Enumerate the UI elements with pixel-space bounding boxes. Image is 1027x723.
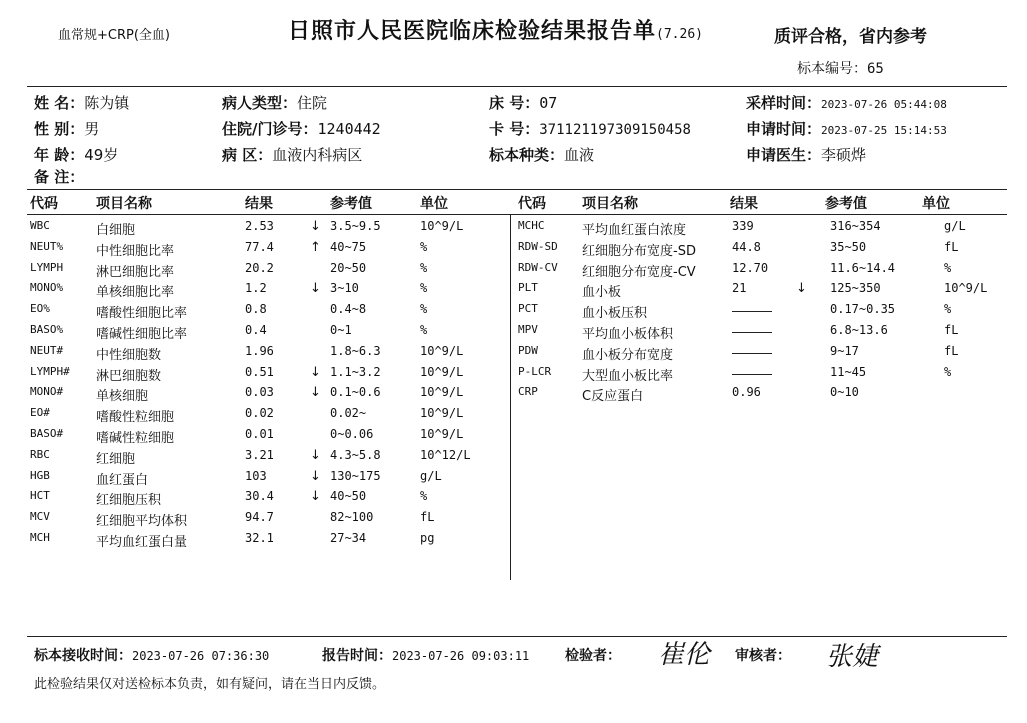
left-row-flag: ↓ bbox=[310, 281, 321, 297]
ward bbox=[222, 144, 362, 165]
bed-number-label: 床 号： bbox=[489, 94, 540, 112]
right-row-result: 0.96 bbox=[732, 385, 761, 400]
left-row-name: 嗜酸性粒细胞 bbox=[96, 410, 175, 426]
request-doctor-label: 申请医生： bbox=[746, 146, 822, 164]
specimen-type-label: 标本种类： bbox=[489, 146, 565, 164]
right-row-ref: 11~45 bbox=[830, 364, 867, 379]
right-row-unit: fL bbox=[944, 239, 959, 254]
table-top-divider bbox=[27, 189, 1007, 190]
patient-type-label: 病人类型： bbox=[222, 94, 298, 112]
right-row-code: PCT bbox=[518, 302, 538, 316]
left-row-flag: ↓ bbox=[310, 468, 321, 484]
left-row-unit: % bbox=[420, 302, 428, 317]
left-row-ref: 0.4~8 bbox=[330, 302, 367, 317]
left-row-code: MCH bbox=[30, 531, 50, 544]
bed-number bbox=[489, 92, 557, 113]
request-time-label: 申请时间： bbox=[746, 120, 822, 138]
request-time-value: 2023-07-25 15:14:53 bbox=[821, 124, 947, 137]
right-row-result: 339 bbox=[732, 219, 754, 233]
left-row-result: 0.51 bbox=[245, 364, 274, 379]
left-row-ref: 4.3~5.8 bbox=[330, 447, 381, 462]
left-row-result: 2.53 bbox=[245, 219, 274, 233]
ward-value: 血液内科病区 bbox=[272, 146, 363, 164]
right-row-code: P-LCR bbox=[518, 364, 552, 378]
right-row-ref: 11.6~14.4 bbox=[830, 260, 896, 275]
left-row-flag: ↓ bbox=[310, 489, 321, 505]
left-row-flag: ↑ bbox=[310, 239, 321, 255]
report-title-text: 日照市人民医院临床检验结果报告单 bbox=[288, 18, 657, 44]
left-row-name: 淋巴细胞数 bbox=[96, 368, 162, 384]
patient-type bbox=[222, 92, 327, 113]
left-row-code: MONO# bbox=[30, 385, 64, 399]
left-row-name: 红细胞 bbox=[96, 451, 136, 467]
left-row-result: 0.01 bbox=[245, 427, 274, 441]
left-row-code: RBC bbox=[30, 447, 50, 461]
right-row-code: RDW-CV bbox=[518, 260, 558, 274]
right-header-code: 代码 bbox=[518, 196, 546, 212]
left-row-result: 30.4 bbox=[245, 489, 274, 504]
left-row-name: 平均血红蛋白量 bbox=[96, 535, 188, 550]
patient-remark-label: 备 注： bbox=[34, 168, 85, 186]
left-row-result: 20.2 bbox=[245, 260, 274, 275]
right-row-ref: 35~50 bbox=[830, 239, 867, 254]
reviewer-label: 审核者： bbox=[735, 648, 791, 664]
left-row-unit: fL bbox=[420, 510, 435, 525]
left-row-code: LYMPH bbox=[30, 260, 64, 274]
left-row-name: 中性细胞数 bbox=[96, 347, 162, 363]
patient-age-label: 年 龄： bbox=[34, 146, 85, 164]
patient-age-value: 49岁 bbox=[84, 146, 119, 164]
left-row-ref: 82~100 bbox=[330, 510, 374, 525]
sample-number bbox=[797, 58, 884, 78]
left-header-unit: 单位 bbox=[420, 196, 448, 212]
left-row-result: 1.2 bbox=[245, 281, 267, 296]
right-row-flag: ↓ bbox=[796, 281, 807, 297]
right-row-result: 12.70 bbox=[732, 260, 769, 275]
right-header-result: 结果 bbox=[730, 196, 758, 212]
right-row-name: 血小板压积 bbox=[582, 306, 648, 322]
right-row-unit: % bbox=[944, 260, 952, 275]
sample-number-value: 65 bbox=[867, 61, 884, 77]
table-column-divider bbox=[510, 214, 511, 580]
right-row-name: 红细胞分布宽度-SD bbox=[582, 243, 696, 259]
left-row-unit: 10^9/L bbox=[420, 385, 464, 400]
right-row-name: 血小板分布宽度 bbox=[582, 347, 674, 363]
right-row-name: 大型血小板比率 bbox=[582, 368, 674, 384]
right-header-ref: 参考值 bbox=[825, 196, 867, 212]
receive-time-value: 2023-07-26 07:36:30 bbox=[132, 649, 270, 663]
right-row-code: CRP bbox=[518, 385, 538, 399]
left-header-code: 代码 bbox=[30, 196, 58, 212]
right-row-name: C反应蛋白 bbox=[582, 389, 644, 405]
header-divider bbox=[27, 86, 1007, 87]
left-row-name: 单核细胞比率 bbox=[96, 285, 175, 301]
left-row-ref: 40~75 bbox=[330, 239, 367, 254]
collect-time-value: 2023-07-26 05:44:08 bbox=[821, 98, 947, 111]
left-row-code: HGB bbox=[30, 468, 50, 482]
left-row-ref: 27~34 bbox=[330, 531, 367, 545]
right-row-ref: 9~17 bbox=[830, 343, 859, 358]
left-row-unit: 10^9/L bbox=[420, 364, 464, 379]
tester-signature: 崔伦 bbox=[658, 640, 711, 670]
left-row-result: 0.4 bbox=[245, 323, 267, 337]
left-row-name: 嗜碱性粒细胞 bbox=[96, 431, 175, 446]
request-doctor bbox=[746, 144, 866, 165]
left-row-flag: ↓ bbox=[310, 364, 321, 380]
left-row-unit: % bbox=[420, 281, 428, 296]
card-number bbox=[489, 118, 691, 139]
patient-name bbox=[34, 92, 129, 113]
right-row-ref: 125~350 bbox=[830, 281, 881, 296]
left-row-ref: 20~50 bbox=[330, 260, 367, 275]
request-doctor-value: 李硕烨 bbox=[821, 146, 867, 164]
left-row-unit: 10^12/L bbox=[420, 447, 471, 462]
right-row-result-dash bbox=[732, 374, 772, 375]
card-number-label: 卡 号： bbox=[489, 120, 540, 138]
right-row-code: MCHC bbox=[518, 219, 545, 232]
right-row-unit: 10^9/L bbox=[944, 281, 988, 296]
right-row-unit: fL bbox=[944, 343, 959, 358]
left-row-ref: 0~0.06 bbox=[330, 427, 374, 441]
patient-name-label: 姓 名： bbox=[34, 94, 85, 112]
left-row-unit: 10^9/L bbox=[420, 406, 464, 421]
right-header-unit: 单位 bbox=[922, 196, 950, 212]
ward-label: 病 区： bbox=[222, 146, 273, 164]
report-title bbox=[288, 14, 703, 45]
right-row-code: PDW bbox=[518, 343, 538, 357]
left-row-unit: % bbox=[420, 239, 428, 254]
left-row-flag: ↓ bbox=[310, 447, 321, 463]
specimen-type-value: 血液 bbox=[564, 146, 595, 164]
quality-note: 质评合格，省内参考 bbox=[774, 27, 927, 47]
patient-remark bbox=[34, 166, 84, 187]
left-row-flag: ↓ bbox=[310, 219, 321, 234]
left-row-flag: ↓ bbox=[310, 385, 321, 401]
report-time bbox=[322, 645, 529, 665]
left-row-result: 1.96 bbox=[245, 343, 274, 358]
reviewer-signature: 张婕 bbox=[826, 642, 879, 672]
left-row-ref: 130~175 bbox=[330, 468, 381, 483]
disclaimer: 此检验结果仅对送检标本负责，如有疑问，请在当日内反馈。 bbox=[34, 677, 386, 692]
right-row-unit: % bbox=[944, 364, 952, 379]
left-row-code: NEUT# bbox=[30, 343, 64, 357]
admission-number-value: 1240442 bbox=[317, 120, 381, 138]
bed-number-value: 07 bbox=[539, 94, 558, 112]
admission-number bbox=[222, 118, 381, 139]
patient-name-value: 陈为镇 bbox=[84, 94, 130, 112]
admission-number-label: 住院/门诊号： bbox=[222, 120, 318, 138]
right-row-result-dash bbox=[732, 311, 772, 312]
right-row-result-dash bbox=[732, 332, 772, 333]
right-header-name: 项目名称 bbox=[582, 196, 638, 212]
receive-time bbox=[34, 645, 269, 665]
left-row-unit: g/L bbox=[420, 468, 442, 483]
left-row-unit: % bbox=[420, 323, 428, 337]
patient-sex-value: 男 bbox=[84, 120, 100, 138]
left-row-code: EO% bbox=[30, 302, 50, 316]
left-row-ref: 40~50 bbox=[330, 489, 367, 504]
left-row-unit: 10^9/L bbox=[420, 427, 464, 441]
left-row-ref: 3~10 bbox=[330, 281, 359, 296]
left-row-code: BASO# bbox=[30, 427, 64, 440]
right-row-code: RDW-SD bbox=[518, 239, 558, 253]
left-row-unit: 10^9/L bbox=[420, 343, 464, 358]
left-row-name: 嗜碱性细胞比率 bbox=[96, 327, 188, 342]
left-row-name: 红细胞平均体积 bbox=[96, 514, 188, 530]
right-row-code: PLT bbox=[518, 281, 538, 295]
receive-time-label: 标本接收时间： bbox=[34, 648, 132, 664]
report-title-suffix: (7.26) bbox=[656, 27, 703, 42]
left-row-unit: % bbox=[420, 260, 428, 275]
left-row-ref: 1.1~3.2 bbox=[330, 364, 381, 379]
right-row-ref: 316~354 bbox=[830, 219, 881, 233]
left-row-name: 血红蛋白 bbox=[96, 472, 149, 488]
left-row-ref: 1.8~6.3 bbox=[330, 343, 381, 358]
left-row-name: 红细胞压积 bbox=[96, 493, 162, 509]
left-row-result: 3.21 bbox=[245, 447, 274, 462]
right-row-name: 平均血红蛋白浓度 bbox=[582, 223, 687, 238]
left-row-ref: 0.1~0.6 bbox=[330, 385, 381, 400]
patient-sex bbox=[34, 118, 99, 139]
right-row-unit: % bbox=[944, 302, 952, 317]
patient-age bbox=[34, 144, 118, 165]
right-row-result-dash bbox=[732, 353, 772, 354]
left-row-ref: 0.02~ bbox=[330, 406, 367, 421]
report-time-label: 报告时间： bbox=[322, 648, 392, 664]
left-header-result: 结果 bbox=[245, 196, 273, 212]
left-row-code: LYMPH# bbox=[30, 364, 70, 378]
left-row-code: NEUT% bbox=[30, 239, 64, 253]
left-row-result: 32.1 bbox=[245, 531, 274, 545]
collect-time-label: 采样时间： bbox=[746, 94, 822, 112]
test-panel-name: 血常规+CRP(全血) bbox=[58, 28, 170, 43]
left-row-result: 77.4 bbox=[245, 239, 274, 254]
right-row-result: 21 bbox=[732, 281, 747, 296]
left-row-result: 103 bbox=[245, 468, 267, 483]
left-row-result: 0.02 bbox=[245, 406, 274, 421]
sample-number-label: 标本编号： bbox=[797, 61, 867, 77]
left-header-name: 项目名称 bbox=[96, 196, 152, 212]
patient-sex-label: 性 别： bbox=[34, 120, 85, 138]
table-header-divider bbox=[27, 214, 1007, 215]
left-row-result: 94.7 bbox=[245, 510, 274, 525]
card-number-value: 371121197309150458 bbox=[539, 122, 691, 138]
collect-time bbox=[746, 92, 947, 113]
left-row-name: 白细胞 bbox=[96, 223, 136, 238]
tester-label: 检验者： bbox=[565, 648, 621, 664]
right-row-ref: 0.17~0.35 bbox=[830, 302, 896, 317]
report-time-value: 2023-07-26 09:03:11 bbox=[392, 649, 530, 663]
left-row-name: 单核细胞 bbox=[96, 389, 149, 405]
left-row-name: 嗜酸性细胞比率 bbox=[96, 306, 188, 322]
right-row-unit: g/L bbox=[944, 219, 966, 233]
left-row-unit: pg bbox=[420, 531, 435, 545]
left-row-code: BASO% bbox=[30, 323, 64, 336]
left-row-code: HCT bbox=[30, 489, 50, 503]
request-time bbox=[746, 118, 947, 139]
left-header-ref: 参考值 bbox=[330, 196, 372, 212]
right-row-unit: fL bbox=[944, 323, 959, 337]
left-row-unit: % bbox=[420, 489, 428, 504]
left-row-code: WBC bbox=[30, 219, 50, 232]
right-row-result: 44.8 bbox=[732, 239, 761, 254]
right-row-ref: 0~10 bbox=[830, 385, 859, 400]
left-row-code: MCV bbox=[30, 510, 50, 524]
right-row-code: MPV bbox=[518, 323, 538, 336]
left-row-result: 0.8 bbox=[245, 302, 267, 317]
patient-type-value: 住院 bbox=[297, 94, 328, 112]
left-row-name: 淋巴细胞比率 bbox=[96, 264, 175, 280]
left-row-name: 中性细胞比率 bbox=[96, 243, 175, 259]
right-row-name: 平均血小板体积 bbox=[582, 327, 674, 342]
left-row-ref: 0~1 bbox=[330, 323, 352, 337]
left-row-unit: 10^9/L bbox=[420, 219, 464, 233]
right-row-ref: 6.8~13.6 bbox=[830, 323, 888, 337]
right-row-name: 血小板 bbox=[582, 285, 622, 301]
right-row-name: 红细胞分布宽度-CV bbox=[582, 264, 696, 280]
left-row-code: EO# bbox=[30, 406, 50, 420]
specimen-type bbox=[489, 144, 594, 165]
left-row-result: 0.03 bbox=[245, 385, 274, 400]
left-row-code: MONO% bbox=[30, 281, 64, 295]
left-row-ref: 3.5~9.5 bbox=[330, 219, 381, 233]
